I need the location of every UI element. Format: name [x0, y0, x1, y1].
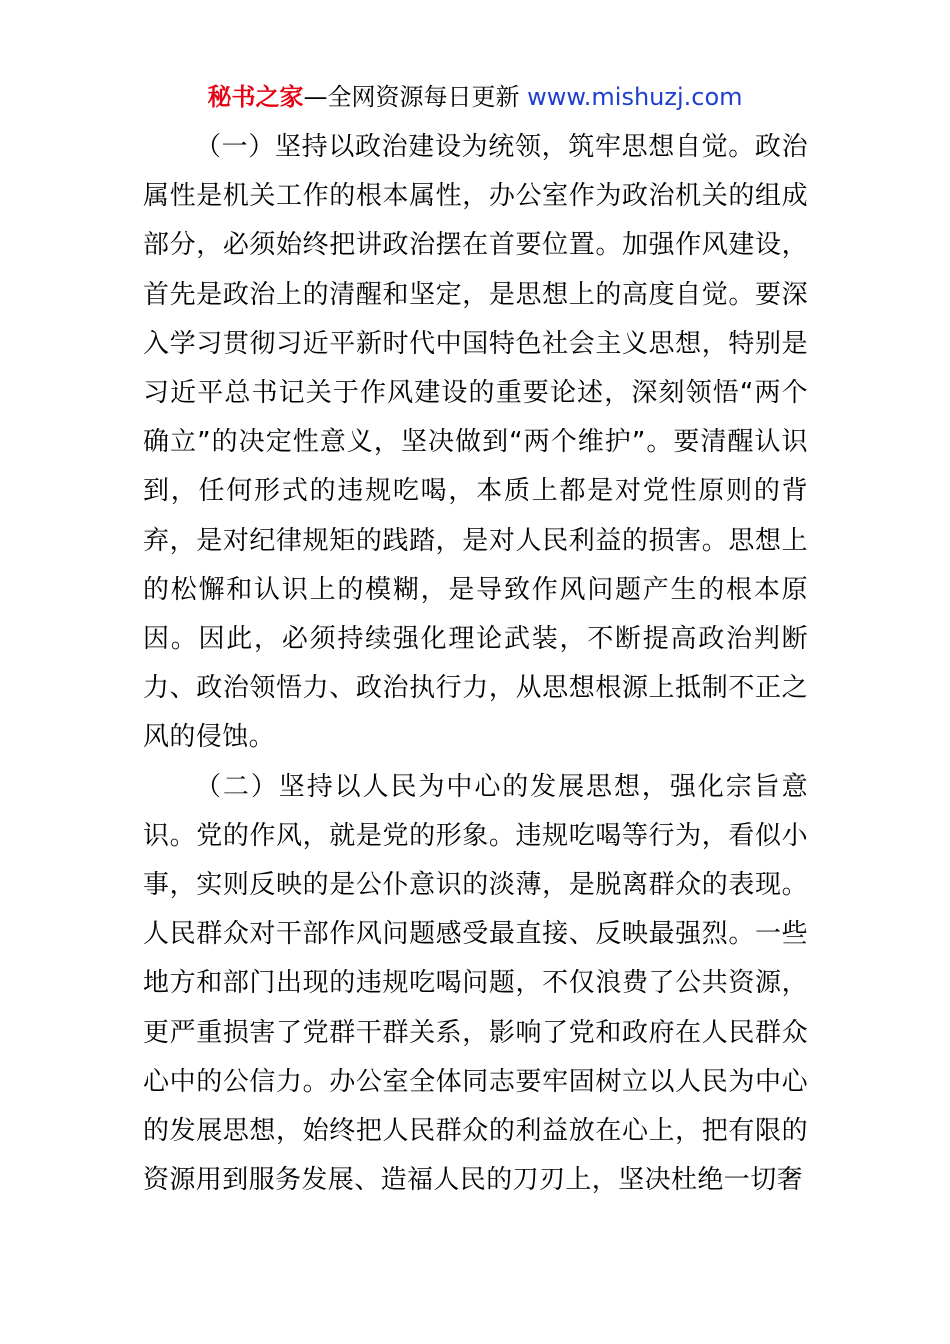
paragraph-1: （一）坚持以政治建设为统领，筑牢思想自觉。政治属性是机关工作的根本属性，办公室作为政治机关的组成部分，必须始终把讲政治摆在首要位置。加强作风建设，首先是政治上的清醒和坚定，是思想上的高度自觉。要深入学习贯彻习近平新时代中国特色社会主义思想，特别是习近平总书记关于作风建设的重要论述，深刻领悟“两个确立”的决定性意义，坚决做到“两个维护”。要清醒认识到，任何形式的违规吃喝，本质上都是对党性原则的背弃，是对纪律规矩的践踏，是对人民利益的损害。思想上的松懈和认识上的模糊，是导致作风问题产生的根本原因。因此，必须持续强化理论武装，不断提高政治判断力、政治领悟力、政治执行力，从思想根源上抵制不正之风的侵蚀。	[143, 132, 808, 753]
site-url[interactable]: www.mishuzj.com	[527, 83, 743, 111]
paragraph-2: （二）坚持以人民为中心的发展思想，强化宗旨意识。党的作风，就是党的形象。违规吃喝等行为，看似小事，实则反映的是公仆意识的淡薄，是脱离群众的表现。人民群众对干部作风问题感受最直接、反映最强烈。一些地方和部门出现的违规吃喝问题，不仅浪费了公共资源，更严重损害了党群干群关系，影响了党和政府在人民群众心中的公信力。办公室全体同志要牢固树立以人民为中心的发展思想，始终把人民群众的利益放在心上，把有限的资源用到服务发展、造福人民的刀刃上，坚决杜绝一切奢	[143, 771, 808, 1196]
document-body	[143, 123, 808, 1205]
brand-name: 秘书之家	[207, 83, 304, 111]
header-tagline: —全网资源每日更新	[303, 83, 528, 111]
site-header	[0, 80, 950, 114]
